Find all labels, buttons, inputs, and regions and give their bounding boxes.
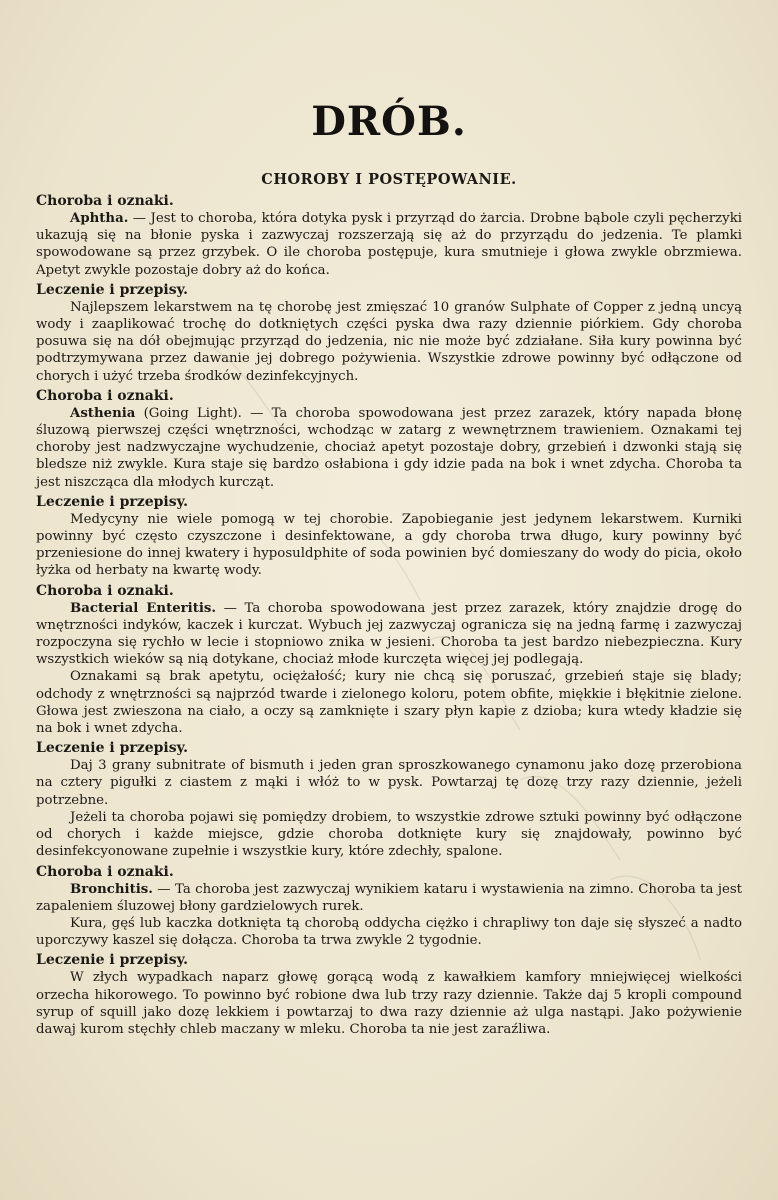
paragraph-text: (Going Light). — Ta choroba spowodowana jest przez zarazek, który napada błonę śluzową pierwszej części wnętrzności, wchodząc w zatarg z wewnętrznem trawieniem. Oznakami tej choroby jest nadzwyczajne wychudzenie, chociaż apetyt pozostaje dobry, grzebień i dzwonki stają się bledsze niż zwykle. Kura staje się bardzo osłabiona i gdy idzie pada na bok i wnet zdycha. Choroba ta jest niszcząca dla młodych kurcząt. [36, 405, 742, 490]
paragraph [36, 405, 742, 491]
section-heading: Leczenie i przepisy. [36, 740, 189, 757]
page-subtitle: CHOROBY I POSTĘPOWANIE. [261, 171, 517, 188]
section-heading: Choroba i oznaki. [36, 582, 174, 599]
paragraph [36, 600, 742, 669]
paragraph-text: — Jest to choroba, która dotyka pysk i przyrząd do żarcia. Drobne bąbole czyli pęcherzyki ukazują się na błonie pyska i zazwyczaj rozszerzają się aż do przyrządu do jedzenia. Te plamki spowodowane są przez grzybek. O ile choroba postępuje, kura smutnieje i głowa zwykle obrzmiewa. Apetyt zwykle pozostaje dobry aż do końca. [36, 211, 742, 278]
paragraph-text: — Ta choroba jest zazwyczaj wynikiem kataru i wystawienia na zimno. Choroba ta jest zapaleniem śluzowej błony gardzielowych rurek. [36, 881, 742, 914]
paragraph: Jeżeli ta choroba pojawi się pomiędzy drobiem, to wszystkie zdrowe sztuki powinny być odłączone od chorych i każde miejsce, gdzie choroba dotknięte kury się znajdowały, powinno być desinfekcyonowane zupełnie i wszystkie kury, które zdechły, spalone. [36, 809, 742, 860]
paragraph-text: — Ta choroba spowodowana jest przez zarazek, który znajdzie drogę do wnętrzności indyków, kaczek i kurczat. Wybuch jej zazwyczaj ogranicza się na jedną farmę i zazwyczaj rozpoczyna się rychło w lecie i stopniowo znika w jesieni. Choroba ta jest bardzo niebezpieczna. Kury wszystkich wieków są nią dotykane, chociaż młode kurczęta więcej jej podlegają. [36, 600, 742, 668]
section-heading: Choroba i oznaki. [36, 863, 174, 880]
paragraph: Oznakami są brak apetytu, ociężałość; kury nie chcą się poruszać, grzebień staje się blady; odchody z wnętrzności są najprzód twarde i zielonego koloru, potem obfite, miękkie i błękitnie zielone. Głowa jest zwieszona na ciało, a oczy są zamknięte i szary płyn kapie z dzioba; kura wtedy kładzie się na bok i wnet zdycha. [36, 669, 742, 737]
disease-term: Aphtha. [70, 211, 129, 226]
disease-term: Asthenia [70, 405, 136, 421]
section-heading: Choroba i oznaki. [36, 387, 174, 404]
paragraph: Kura, gęś lub kaczka dotknięta tą chorobą oddycha ciężko i chrapliwy ton daje się słyszeć a nadto uporczywy kaszel się dołącza. Choroba ta trwa zwykle 2 tygodnie. [36, 915, 742, 949]
section-heading: Leczenie i przepisy. [36, 952, 189, 969]
section-heading: Choroba i oznaki. [36, 193, 174, 209]
paragraph [36, 210, 742, 279]
disease-term: Bacterial Enteritis. [70, 600, 217, 616]
section-heading: Leczenie i przepisy. [36, 493, 189, 510]
paragraph: Daj 3 grany subnitrate of bismuth i jeden gran sproszkowanego cynamonu jako dozę przerobiona na cztery pigułki z ciastem z mąki i włóż to w pysk. Powtarzaj tę dozę trzy razy dziennie, jeżeli potrzebne. [36, 758, 742, 808]
paragraph [36, 881, 742, 915]
content [36, 190, 742, 1038]
paragraph: Medycyny nie wiele pomogą w tej chorobie. Zapobieganie jest jedynem lekarstwem. Kurniki powinny być często czyszczone i desinfektowane, a gdy choroba trwa długo, kury powinny być przeniesione do innej kwatery i hyposuldphite of soda powinien być domieszany do wody do picia, około łyżka od herbaty na kwartę wody. [36, 511, 742, 579]
page-title: DRÓB. [311, 98, 467, 145]
paragraph: W złych wypadkach naparz głowę gorącą wodą z kawałkiem kamfory mniejwięcej wielkości orzecha hikorowego. To powinno być robione dwa lub trzy razy dziennie. Także daj 5 kropli compound syrup of squill jako dozę lekkiem i powtarzaj to dwa razy dziennie aż ulga nastąpi. Jako pożywienie dawaj kurom stęchły chleb maczany w mleku. Choroba ta nie jest zaraźliwa. [36, 970, 742, 1037]
paragraph: Najlepszem lekarstwem na tę chorobę jest zmięszać 10 granów Sulphate of Copper z jedną uncyą wody i zaaplikować trochę do dotkniętych części pyska dwa razy dziennie piórkiem. Gdy choroba posuwa się na dół obejmując przyrząd do jedzenia, nic nie może być zdziałane. Siła kury powinna być podtrzymywana przez dawanie jej dobrego pożywienia. Wszystkie zdrowe powinny być odłączone od chorych i użyć trzeba środków dezinfekcyjnych. [36, 299, 742, 384]
disease-term: Bronchitis. [70, 881, 153, 897]
section-heading: Leczenie i przepisy. [36, 281, 189, 298]
